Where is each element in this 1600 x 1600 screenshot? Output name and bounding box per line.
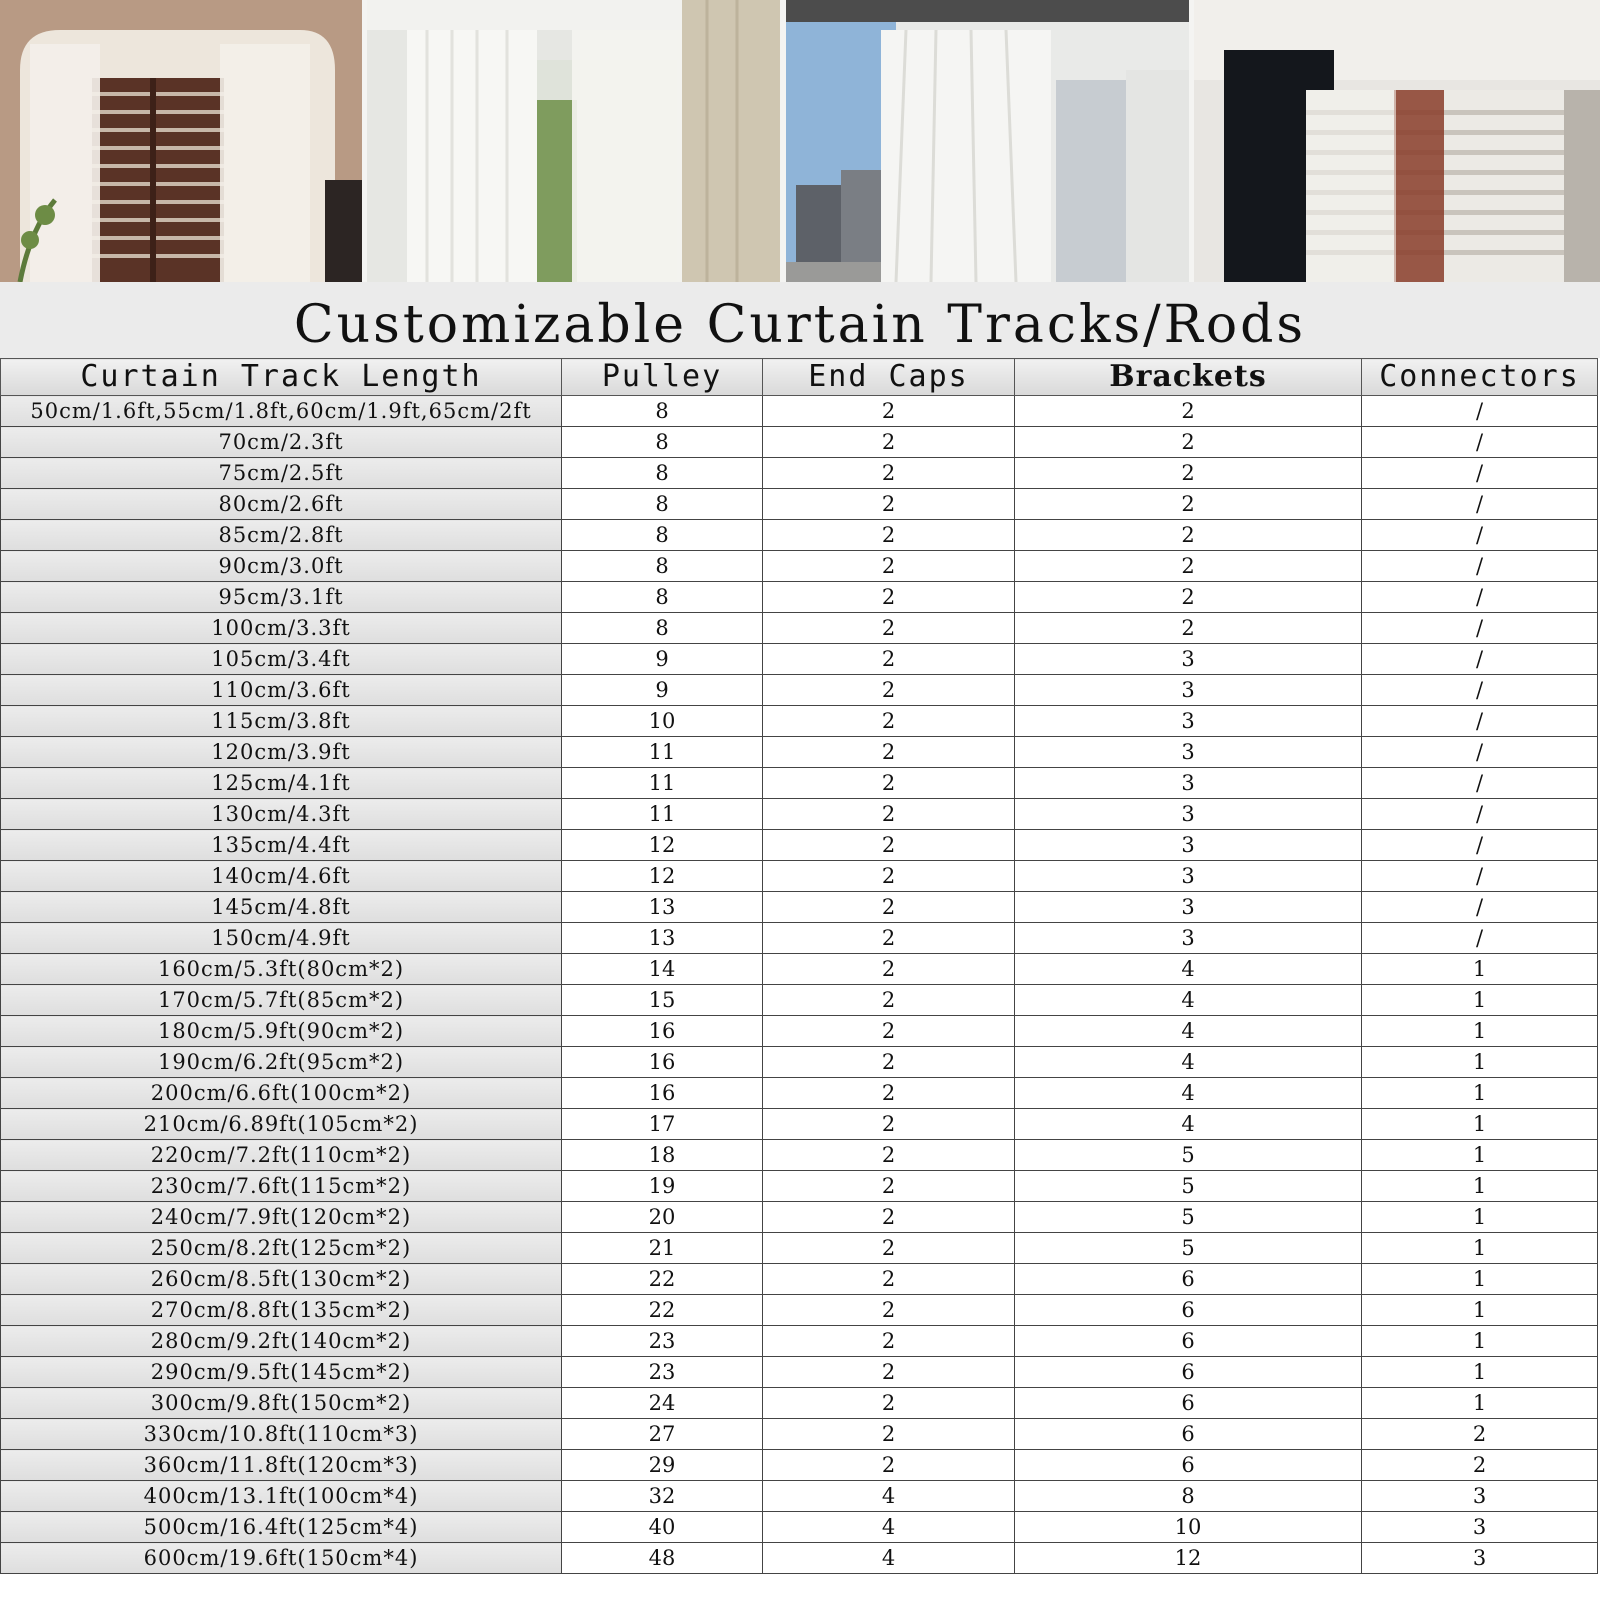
cell-pulley: 17 [562,1109,763,1140]
cell-connectors: 1 [1362,1264,1598,1295]
cell-pulley: 13 [562,892,763,923]
cell-pulley: 16 [562,1016,763,1047]
cell-end-caps: 4 [763,1481,1015,1512]
cell-end-caps: 2 [763,396,1015,427]
cell-connectors: / [1362,458,1598,489]
cell-track-length: 105cm/3.4ft [1,644,562,675]
cell-connectors: / [1362,582,1598,613]
cell-connectors: / [1362,396,1598,427]
cell-connectors: 2 [1362,1419,1598,1450]
cell-brackets: 12 [1015,1543,1362,1574]
cell-end-caps: 2 [763,1233,1015,1264]
cell-pulley: 8 [562,551,763,582]
table-row [1,737,1598,768]
table-row [1,799,1598,830]
cell-pulley: 8 [562,582,763,613]
cell-pulley: 32 [562,1481,763,1512]
curtain-track-spec-table [0,358,1598,1574]
cell-pulley: 9 [562,644,763,675]
bedroom-blinds-curtains-photo [1194,0,1600,282]
cell-connectors: / [1362,644,1598,675]
cell-brackets: 3 [1015,830,1362,861]
cell-end-caps: 2 [763,1264,1015,1295]
cell-pulley: 8 [562,396,763,427]
cell-track-length: 135cm/4.4ft [1,830,562,861]
cell-connectors: / [1362,706,1598,737]
cell-pulley: 11 [562,799,763,830]
header-brackets: Brackets [1015,359,1362,396]
cell-pulley: 12 [562,861,763,892]
cell-track-length: 145cm/4.8ft [1,892,562,923]
cell-end-caps: 2 [763,458,1015,489]
cell-pulley: 8 [562,613,763,644]
cell-connectors: 1 [1362,1171,1598,1202]
cell-pulley: 8 [562,458,763,489]
table-row [1,458,1598,489]
cell-pulley: 11 [562,768,763,799]
cell-brackets: 5 [1015,1233,1362,1264]
cell-track-length: 270cm/8.8ft(135cm*2) [1,1295,562,1326]
cell-end-caps: 2 [763,1171,1015,1202]
table-row [1,1140,1598,1171]
cell-track-length: 120cm/3.9ft [1,737,562,768]
cell-connectors: 1 [1362,1078,1598,1109]
cell-track-length: 280cm/9.2ft(140cm*2) [1,1326,562,1357]
cell-track-length: 130cm/4.3ft [1,799,562,830]
cell-brackets: 6 [1015,1419,1362,1450]
cell-pulley: 14 [562,954,763,985]
cell-connectors: 1 [1362,1016,1598,1047]
cell-end-caps: 2 [763,582,1015,613]
cell-brackets: 3 [1015,706,1362,737]
table-row [1,923,1598,954]
table-row [1,1171,1598,1202]
cell-track-length: 50cm/1.6ft,55cm/1.8ft,60cm/1.9ft,65cm/2ft [1,396,562,427]
cell-end-caps: 2 [763,1140,1015,1171]
cell-brackets: 4 [1015,1078,1362,1109]
cell-brackets: 4 [1015,985,1362,1016]
table-row [1,644,1598,675]
cell-track-length: 125cm/4.1ft [1,768,562,799]
cell-track-length: 360cm/11.8ft(120cm*3) [1,1450,562,1481]
cell-end-caps: 2 [763,799,1015,830]
cell-end-caps: 2 [763,706,1015,737]
cell-brackets: 3 [1015,799,1362,830]
cell-end-caps: 2 [763,613,1015,644]
table-row [1,1326,1598,1357]
cell-pulley: 8 [562,427,763,458]
cell-end-caps: 2 [763,954,1015,985]
cell-end-caps: 2 [763,830,1015,861]
table-row [1,396,1598,427]
header-end-caps: End Caps [763,359,1015,396]
cell-pulley: 10 [562,706,763,737]
cell-connectors: 1 [1362,1047,1598,1078]
cell-connectors: / [1362,892,1598,923]
cell-end-caps: 2 [763,675,1015,706]
cell-pulley: 13 [562,923,763,954]
header-pulley: Pulley [562,359,763,396]
table-row [1,520,1598,551]
cell-end-caps: 2 [763,861,1015,892]
cell-brackets: 4 [1015,954,1362,985]
cell-pulley: 27 [562,1419,763,1450]
cell-brackets: 2 [1015,551,1362,582]
cell-connectors: 2 [1362,1450,1598,1481]
cell-track-length: 115cm/3.8ft [1,706,562,737]
cell-pulley: 8 [562,489,763,520]
cell-connectors: 1 [1362,1326,1598,1357]
cell-track-length: 160cm/5.3ft(80cm*2) [1,954,562,985]
cell-connectors: 1 [1362,1233,1598,1264]
cell-brackets: 3 [1015,644,1362,675]
cell-brackets: 3 [1015,861,1362,892]
title-band [0,282,1600,358]
cell-track-length: 150cm/4.9ft [1,923,562,954]
cell-end-caps: 2 [763,551,1015,582]
cell-brackets: 4 [1015,1047,1362,1078]
cell-connectors: 1 [1362,1109,1598,1140]
cell-track-length: 70cm/2.3ft [1,427,562,458]
cell-track-length: 290cm/9.5ft(145cm*2) [1,1357,562,1388]
cell-track-length: 330cm/10.8ft(110cm*3) [1,1419,562,1450]
cell-brackets: 3 [1015,892,1362,923]
cell-track-length: 85cm/2.8ft [1,520,562,551]
cell-track-length: 90cm/3.0ft [1,551,562,582]
cell-brackets: 2 [1015,396,1362,427]
cell-brackets: 2 [1015,520,1362,551]
white-sheer-curtains-photo [367,0,780,282]
cell-end-caps: 2 [763,520,1015,551]
cell-brackets: 4 [1015,1109,1362,1140]
cell-brackets: 6 [1015,1450,1362,1481]
cell-track-length: 600cm/19.6ft(150cm*4) [1,1543,562,1574]
table-row [1,1512,1598,1543]
cell-track-length: 300cm/9.8ft(150cm*2) [1,1388,562,1419]
table-row [1,1295,1598,1326]
table-row [1,706,1598,737]
cell-connectors: 1 [1362,1357,1598,1388]
cell-brackets: 5 [1015,1140,1362,1171]
table-row [1,1109,1598,1140]
cell-pulley: 16 [562,1047,763,1078]
cell-brackets: 3 [1015,923,1362,954]
cell-connectors: / [1362,861,1598,892]
table-row [1,1481,1598,1512]
table-row [1,954,1598,985]
cell-track-length: 500cm/16.4ft(125cm*4) [1,1512,562,1543]
cell-track-length: 240cm/7.9ft(120cm*2) [1,1202,562,1233]
cell-track-length: 200cm/6.6ft(100cm*2) [1,1078,562,1109]
cell-connectors: 1 [1362,1202,1598,1233]
cell-pulley: 29 [562,1450,763,1481]
cell-brackets: 2 [1015,613,1362,644]
cell-pulley: 9 [562,675,763,706]
cell-pulley: 23 [562,1357,763,1388]
cell-brackets: 2 [1015,489,1362,520]
cell-track-length: 75cm/2.5ft [1,458,562,489]
table-row [1,613,1598,644]
table-row [1,768,1598,799]
cell-connectors: 1 [1362,1140,1598,1171]
cell-end-caps: 2 [763,1016,1015,1047]
cell-pulley: 19 [562,1171,763,1202]
cell-end-caps: 2 [763,1202,1015,1233]
cell-track-length: 180cm/5.9ft(90cm*2) [1,1016,562,1047]
table-row [1,1078,1598,1109]
cell-track-length: 250cm/8.2ft(125cm*2) [1,1233,562,1264]
cell-pulley: 12 [562,830,763,861]
cell-end-caps: 4 [763,1512,1015,1543]
cell-brackets: 5 [1015,1171,1362,1202]
table-row [1,551,1598,582]
table-row [1,1388,1598,1419]
table-row [1,1202,1598,1233]
cell-brackets: 6 [1015,1264,1362,1295]
table-row [1,1543,1598,1574]
cell-end-caps: 4 [763,1543,1015,1574]
table-row [1,1419,1598,1450]
cell-connectors: 3 [1362,1543,1598,1574]
table-row [1,1016,1598,1047]
cell-pulley: 23 [562,1326,763,1357]
header-connectors: Connectors [1362,359,1598,396]
cell-connectors: / [1362,520,1598,551]
cell-track-length: 140cm/4.6ft [1,861,562,892]
cell-end-caps: 2 [763,892,1015,923]
cell-pulley: 40 [562,1512,763,1543]
table-row [1,427,1598,458]
cell-brackets: 3 [1015,768,1362,799]
cell-connectors: / [1362,675,1598,706]
cell-connectors: 1 [1362,1388,1598,1419]
cell-pulley: 11 [562,737,763,768]
cell-track-length: 100cm/3.3ft [1,613,562,644]
cell-brackets: 5 [1015,1202,1362,1233]
cell-pulley: 16 [562,1078,763,1109]
cell-end-caps: 2 [763,1450,1015,1481]
table-row [1,489,1598,520]
cell-pulley: 21 [562,1233,763,1264]
table-row [1,892,1598,923]
cell-connectors: / [1362,830,1598,861]
cell-end-caps: 2 [763,1326,1015,1357]
city-view-window-curtains-photo [786,0,1189,282]
cell-track-length: 80cm/2.6ft [1,489,562,520]
cell-end-caps: 2 [763,737,1015,768]
cell-connectors: / [1362,427,1598,458]
cell-track-length: 230cm/7.6ft(115cm*2) [1,1171,562,1202]
table-row [1,582,1598,613]
cell-connectors: 3 [1362,1481,1598,1512]
cell-end-caps: 2 [763,1388,1015,1419]
cell-brackets: 6 [1015,1295,1362,1326]
header-track-length: Curtain Track Length [1,359,562,396]
table-row [1,1357,1598,1388]
cell-end-caps: 2 [763,1109,1015,1140]
cell-end-caps: 2 [763,768,1015,799]
cell-end-caps: 2 [763,1078,1015,1109]
page-title: Customizable Curtain Tracks/Rods [293,295,1307,355]
cell-pulley: 15 [562,985,763,1016]
cell-brackets: 6 [1015,1388,1362,1419]
cell-track-length: 220cm/7.2ft(110cm*2) [1,1140,562,1171]
cell-track-length: 210cm/6.89ft(105cm*2) [1,1109,562,1140]
cell-pulley: 18 [562,1140,763,1171]
cell-brackets: 6 [1015,1357,1362,1388]
table-row [1,675,1598,706]
table-row [1,861,1598,892]
table-row [1,1233,1598,1264]
cell-end-caps: 2 [763,1419,1015,1450]
cell-connectors: 1 [1362,954,1598,985]
table-row [1,1264,1598,1295]
cell-brackets: 2 [1015,582,1362,613]
cell-end-caps: 2 [763,489,1015,520]
arched-window-with-blinds-photo [0,0,362,282]
table-body [1,396,1598,1574]
table-row [1,1450,1598,1481]
cell-connectors: 3 [1362,1512,1598,1543]
cell-pulley: 8 [562,520,763,551]
cell-brackets: 6 [1015,1326,1362,1357]
cell-pulley: 24 [562,1388,763,1419]
cell-end-caps: 2 [763,427,1015,458]
cell-end-caps: 2 [763,985,1015,1016]
cell-track-length: 95cm/3.1ft [1,582,562,613]
table-header-row [1,359,1598,396]
cell-end-caps: 2 [763,1357,1015,1388]
cell-end-caps: 2 [763,644,1015,675]
cell-connectors: / [1362,737,1598,768]
cell-end-caps: 2 [763,923,1015,954]
cell-brackets: 10 [1015,1512,1362,1543]
cell-track-length: 400cm/13.1ft(100cm*4) [1,1481,562,1512]
cell-pulley: 48 [562,1543,763,1574]
cell-brackets: 3 [1015,737,1362,768]
cell-track-length: 260cm/8.5ft(130cm*2) [1,1264,562,1295]
cell-connectors: / [1362,799,1598,830]
cell-brackets: 2 [1015,427,1362,458]
cell-brackets: 4 [1015,1016,1362,1047]
cell-end-caps: 2 [763,1047,1015,1078]
cell-connectors: / [1362,768,1598,799]
cell-connectors: / [1362,923,1598,954]
cell-brackets: 3 [1015,675,1362,706]
cell-brackets: 8 [1015,1481,1362,1512]
cell-connectors: / [1362,489,1598,520]
table-row [1,1047,1598,1078]
cell-pulley: 20 [562,1202,763,1233]
cell-brackets: 2 [1015,458,1362,489]
cell-end-caps: 2 [763,1295,1015,1326]
cell-pulley: 22 [562,1295,763,1326]
table-row [1,830,1598,861]
cell-connectors: 1 [1362,985,1598,1016]
cell-track-length: 190cm/6.2ft(95cm*2) [1,1047,562,1078]
table-row [1,985,1598,1016]
cell-track-length: 170cm/5.7ft(85cm*2) [1,985,562,1016]
cell-connectors: 1 [1362,1295,1598,1326]
cell-connectors: / [1362,613,1598,644]
cell-pulley: 22 [562,1264,763,1295]
photo-strip [0,0,1600,282]
cell-track-length: 110cm/3.6ft [1,675,562,706]
cell-connectors: / [1362,551,1598,582]
